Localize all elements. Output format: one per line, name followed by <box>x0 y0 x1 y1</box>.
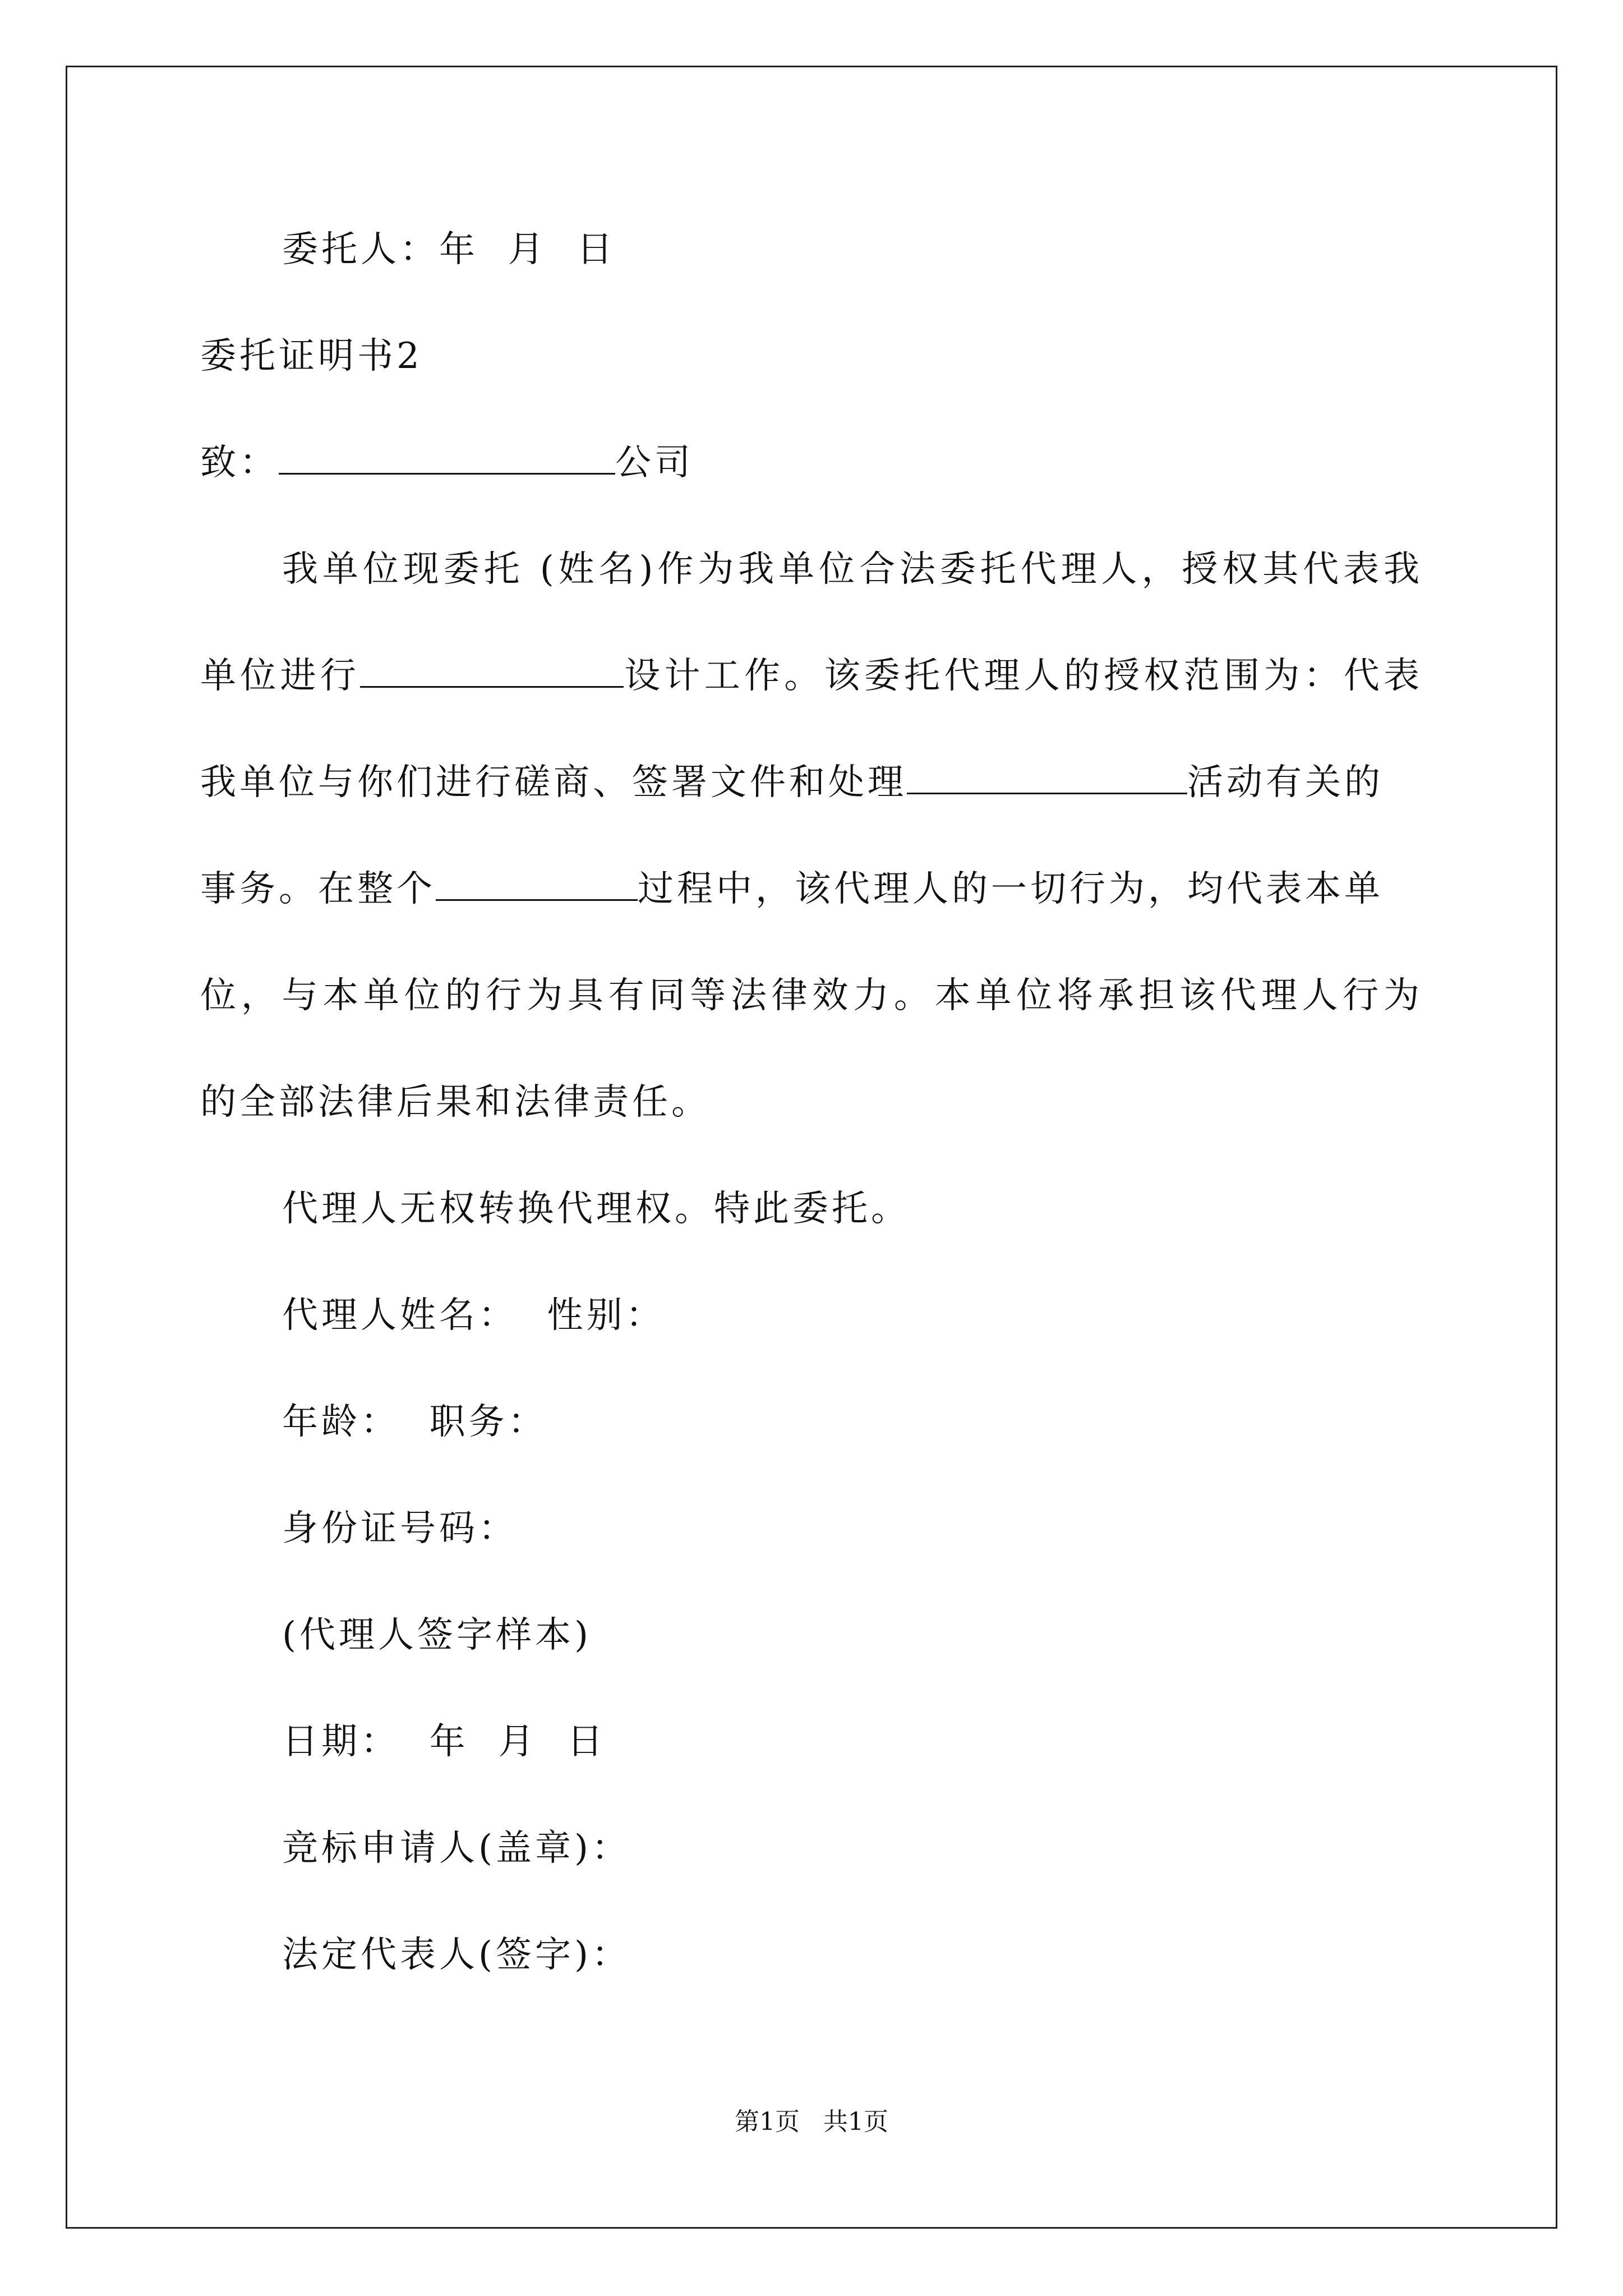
body-paragraph-line-2 <box>200 654 1423 698</box>
document-title: 委托证明书2 <box>200 335 423 377</box>
no-transfer-statement: 代理人无权转换代理权。特此委托。 <box>282 1188 910 1230</box>
principal-date-line: 委托人：年 月 日 <box>282 229 616 270</box>
id-number-field: 身份证号码： <box>282 1508 518 1549</box>
addressee-suffix: 公司 <box>615 442 694 484</box>
body-paragraph-line-4 <box>200 867 1384 912</box>
body-line-3-suffix: 活动有关的 <box>1187 762 1384 803</box>
activity-blank <box>907 760 1187 794</box>
agent-name-gender-field: 代理人姓名： 性别： <box>282 1295 665 1336</box>
legal-representative-signature-field: 法定代表人(签字)： <box>282 1934 631 1976</box>
addressee-prefix: 致： <box>200 442 279 484</box>
company-blank <box>279 440 615 475</box>
body-line-4-prefix: 事务。在整个 <box>200 868 436 910</box>
body-paragraph-line-3 <box>200 760 1384 805</box>
signature-sample-label: (代理人签字样本) <box>282 1614 592 1656</box>
addressee-line <box>200 440 694 485</box>
bidder-seal-field: 竞标申请人(盖章)： <box>282 1828 631 1869</box>
page-frame <box>66 66 1557 2229</box>
process-blank <box>436 867 638 901</box>
body-line-2-prefix: 单位进行 <box>200 655 360 697</box>
body-paragraph-line-6: 的全部法律后果和法律责任。 <box>200 1082 711 1123</box>
body-paragraph-line-1: 我单位现委托 (姓名)作为我单位合法委托代理人，授权其代表我 <box>282 549 1423 590</box>
page-footer: 第1页 共1页 <box>735 2108 888 2136</box>
age-position-field: 年龄： 职务： <box>282 1401 547 1443</box>
body-line-4-suffix: 过程中，该代理人的一切行为，均代表本单 <box>638 868 1384 910</box>
date-field: 日期： 年 月 日 <box>282 1721 607 1763</box>
body-line-2-suffix: 设计工作。该委托代理人的授权范围为：代表 <box>624 655 1423 697</box>
design-scope-blank <box>360 654 624 688</box>
body-line-3-prefix: 我单位与你们进行磋商、签署文件和处理 <box>200 762 907 803</box>
body-paragraph-line-5: 位，与本单位的行为具有同等法律效力。本单位将承担该代理人行为 <box>200 975 1423 1016</box>
